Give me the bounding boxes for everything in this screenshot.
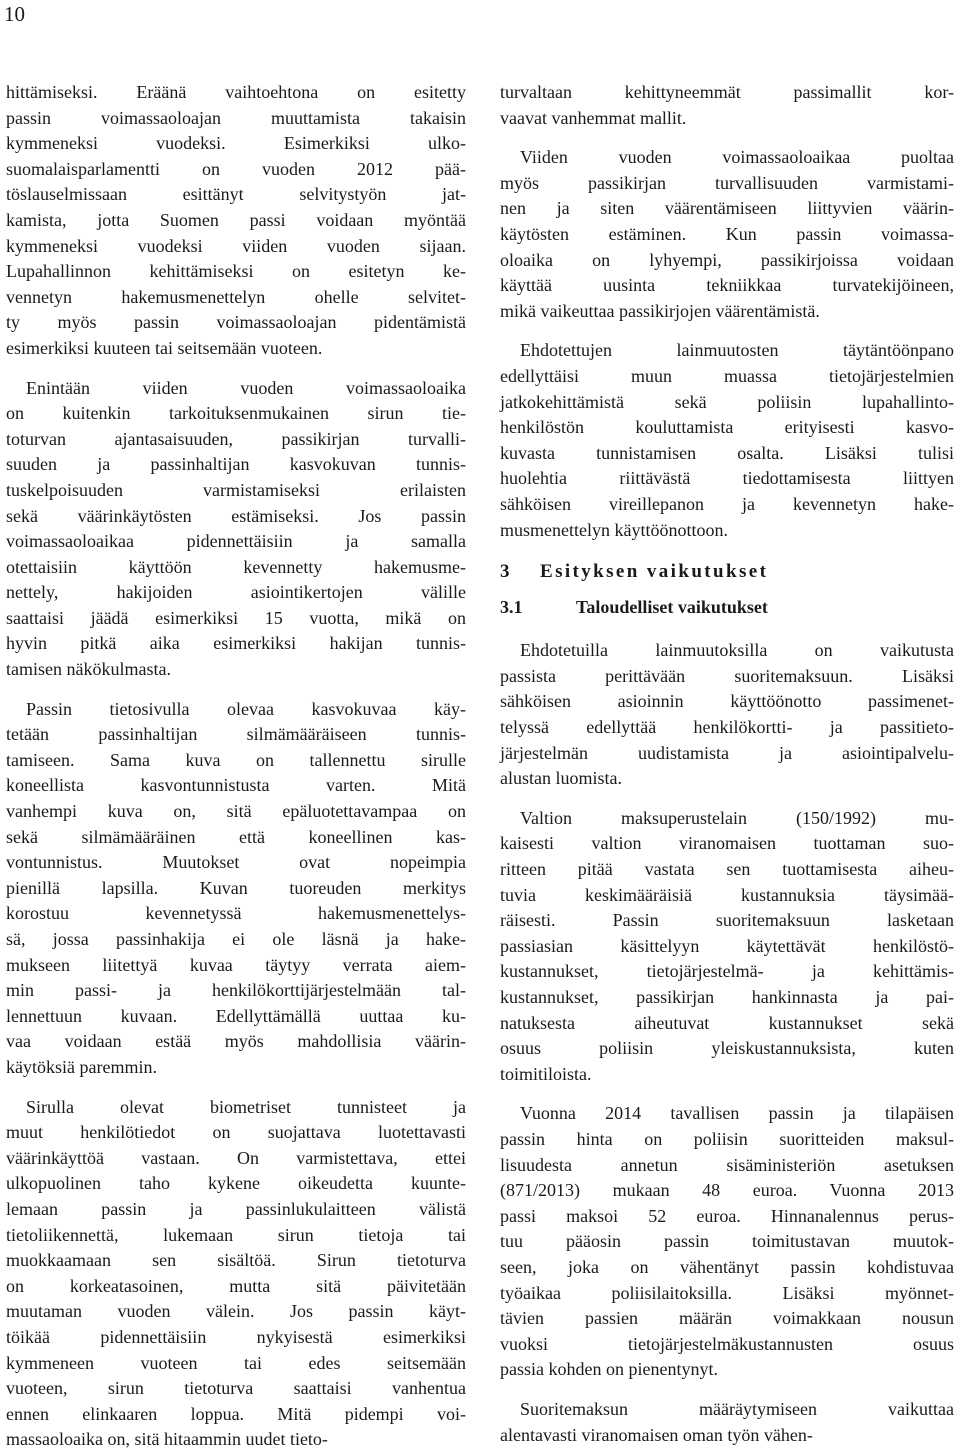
text-line: vaa voidaan estää myös mahdollisia väärin-: [6, 1031, 466, 1052]
paragraph-gap: [500, 131, 954, 145]
heading-number: 3: [500, 561, 510, 583]
paragraph-gap: [6, 1081, 466, 1095]
text-line: musmenettelyn käyttöönottoon.: [500, 519, 728, 540]
text-line: sekä silmämääräinen että koneellinen kas-: [6, 826, 466, 847]
text-line: oloaika on lyhyempi, passikirjoissa voidaan: [500, 249, 954, 270]
text-line: vontunnistus. Muutokset ovat nopeimpia: [6, 852, 466, 873]
text-line: vuoteen, sirun tietoturva saattaisi vanhentua: [6, 1378, 466, 1399]
text-line: järjestelmän uudistamista ja asiointipalvelu-: [500, 742, 954, 763]
paragraph-gap: [500, 792, 954, 806]
text-line: tamiseen. Sama kuva on tallennettu sirulle: [6, 749, 466, 770]
text-line: tietoliikennettä, lukemaan sirun tietoja tai: [6, 1224, 466, 1245]
text-line: jatkokehittämistä sekä poliisin lupahallinto-: [500, 391, 954, 412]
text-line: esimerkiksi kuuteen tai seitsemään vuoteen.: [6, 337, 323, 358]
text-line: räisesti. Passin suoritemaksuun lasketaan: [500, 910, 954, 931]
text-line: Ehdotetuilla lainmuutoksilla on vaikutusta: [520, 640, 954, 661]
text-line: natuksesta aiheutuvat kustannukset sekä: [500, 1012, 954, 1033]
text-line: Viiden vuoden voimassaoloaikaa puoltaa: [520, 147, 954, 168]
text-line: ty myös passin voimassaoloajan pidentämistä: [6, 312, 466, 333]
text-line: lisuudesta annetun sisäministeriön asetuksen: [500, 1154, 954, 1175]
text-line: suomalaisparlamentti on vuoden 2012 pää-: [6, 158, 466, 179]
text-line: Lupahallinnon kehittämiseksi on esitetyn ke-: [6, 261, 466, 282]
text-line: seen, joka on vähentänyt passin kohdistuvaa: [500, 1256, 954, 1277]
paragraph: [500, 145, 954, 324]
text-line: väärinkäyttöä vastaan. On varmistettava, ettei: [6, 1147, 466, 1168]
text-line: alustan luomista.: [500, 768, 622, 789]
text-line: mikä vaikeuttaa passikirjojen väärentämistä.: [500, 300, 820, 321]
text-line: on korkeatasoinen, mutta sitä päivitetään: [6, 1275, 466, 1296]
text-line: nettely, hakijoiden asiointikertojen välille: [6, 582, 466, 603]
text-line: (871/2013) mukaan 48 euroa. Vuonna 2013: [500, 1180, 954, 1201]
paragraph-gap: [500, 324, 954, 338]
text-line: kymmeneen vuoteen tai edes seitsemään: [6, 1352, 466, 1373]
text-line: ennen elinkaaren loppua. Mitä pidempi voi-: [6, 1403, 466, 1424]
paragraph: [500, 638, 954, 792]
text-line: Ehdotettujen lainmuutosten täytäntöönpano: [520, 340, 954, 361]
paragraph: [500, 1101, 954, 1383]
paragraph: [6, 80, 466, 362]
paragraph: [6, 697, 466, 1081]
text-line: lemaan passin ja passinlukulaitteen välistä: [6, 1198, 466, 1219]
text-line: passin voimassaoloajan muuttamista takaisin: [6, 107, 466, 128]
text-line: saattaisi jäädä esimerkiksi 15 vuotta, mikä on: [6, 607, 466, 628]
text-line: passi maksoi 52 euroa. Hinnanalennus perus-: [500, 1205, 954, 1226]
heading-title: Taloudelliset vaikutukset: [576, 596, 768, 617]
text-line: sekä väärinkäytösten estämiseksi. Jos passin: [6, 505, 466, 526]
text-line: min passi- ja henkilökorttijärjestelmään tal-: [6, 980, 466, 1001]
page-number: 10: [4, 2, 25, 26]
text-line: tuu pääosin passin toimitustavan muutok-: [500, 1231, 954, 1252]
paragraph-gap: [6, 683, 466, 697]
text-line: edellyttäisi muun muassa tietojärjestelmien: [500, 365, 954, 386]
text-line: ritteen pitää vastata sen tuottamisesta aiheu-: [500, 859, 954, 880]
text-line: passia kohden on pienentynyt.: [500, 1359, 718, 1380]
text-line: voimassaoloaikaa pidennettäisiin ja samalla: [6, 531, 466, 552]
text-line: työaikaa poliisilaitoksilla. Lisäksi myönnet-: [500, 1282, 954, 1303]
text-line: pienillä lapsilla. Kuvan tuoreuden merkitys: [6, 877, 466, 898]
paragraph: [500, 1397, 954, 1448]
text-line: töikää pidennettäisiin nykyisestä esimerkiksi: [6, 1326, 466, 1347]
text-line: passiasian käsittelyyn käytettävät henkilöstö-: [500, 935, 954, 956]
text-line: kustannukset, passikirjan hankinnasta ja pai-: [500, 987, 954, 1007]
text-line: mukseen liitettyä kuvaa täytyy verrata aiem-: [6, 954, 466, 975]
text-line: vennetyn hakemusmenettelyn ohelle selvitet-: [6, 286, 466, 307]
text-line: otettaisiin käyttöön kevennetty hakemusme-: [6, 556, 466, 577]
text-line: tuskelpoisuuden varmistamiseksi erilaisten: [6, 479, 466, 500]
text-line: toimitiloista.: [500, 1063, 592, 1084]
text-line: toturvan ajantasaisuuden, passikirjan turvalli-: [6, 428, 466, 449]
paragraph-gap: [500, 1087, 954, 1101]
section-heading: [500, 559, 954, 585]
text-line: osuus poliisin yleiskustannuksista, kuten: [500, 1038, 954, 1059]
subsection-heading: [500, 595, 954, 621]
paragraph: [6, 376, 466, 683]
text-line: muokkaamaan sen sisältöä. Sirun tietoturva: [6, 1250, 466, 1271]
text-line: kaisesti valtion viranomaisen tuottaman suo-: [500, 833, 954, 854]
text-line: käyttää uusinta tekniikkaa turvatekijöineen,: [500, 275, 954, 296]
text-line: muut henkilötiedot on suojattava luotettavasti: [6, 1122, 466, 1143]
text-line: kymmeneksi vuodeksi. Esimerkiksi ulko-: [6, 133, 466, 154]
heading-title: Esityksen vaikutukset: [540, 561, 769, 583]
text-line: myös passikirjan turvallisuuden varmistami-: [500, 172, 954, 193]
text-line: töslauselmissaan esittänyt selvitystyön jat-: [6, 184, 466, 205]
text-line: passista perittävään suoritemaksuun. Lisäksi: [500, 665, 954, 686]
text-line: sähköisen vireillepanon ja kevennetyn hake-: [500, 493, 954, 514]
text-line: korostuu kevennetyssä hakemusmenettelys-: [6, 903, 466, 924]
text-line: nen ja siten väärentämiseen liittyvien väärin-: [500, 198, 954, 219]
text-line: alentavasti viranomaisen oman työn vähen-: [500, 1424, 813, 1445]
text-line: lennettuun kuvaan. Edellyttämällä uuttaa ku-: [6, 1005, 466, 1026]
text-line: kuvasta tunnistamisen osalta. Lisäksi tulisi: [500, 442, 954, 463]
text-line: ulkopuolinen taho kykene oikeudetta kuunte-: [6, 1173, 466, 1194]
right-text-column: [500, 80, 954, 1448]
text-line: turvaltaan kehittyneemmät passimallit kor-: [500, 82, 954, 102]
text-line: Sirulla olevat biometriset tunnisteet ja: [26, 1096, 466, 1117]
text-line: vuoksi tietojärjestelmäkustannusten osuus: [500, 1333, 954, 1354]
text-line: Passin tietosivulla olevaa kasvokuvaa käy-: [26, 698, 466, 719]
text-line: telyssä edellyttää henkilökortti- ja passitieto-: [500, 717, 954, 738]
paragraph-gap: [500, 1383, 954, 1397]
text-line: passin hinta on poliisin suoritteiden maksul-: [500, 1128, 954, 1149]
text-line: sähköisen asioinnin käyttöönotto passimenet-: [500, 691, 954, 712]
text-line: sä, jossa passinhakija ei ole läsnä ja hake-: [6, 929, 466, 949]
text-line: vaavat vanhemmat mallit.: [500, 107, 687, 128]
text-line: kamista, jotta Suomen passi voidaan myöntää: [6, 209, 466, 230]
text-line: tuvia keskimääräisiä kustannuksia täysimää-: [500, 884, 954, 905]
text-line: on kuitenkin tarkoituksenmukainen sirun tie-: [6, 403, 466, 424]
left-text-column: [6, 80, 466, 1453]
text-line: kustannukset, tietojärjestelmä- ja kehittämis-: [500, 961, 954, 982]
text-line: hittämiseksi. Eräänä vaihtoehtona on esitetty: [6, 82, 466, 102]
paragraph-gap: [6, 362, 466, 376]
text-line: tävien passien määrän voimakkaan nousun: [500, 1308, 954, 1329]
text-line: huolehtia riittävästä tiedottamisesta liittyen: [500, 468, 954, 489]
text-line: Enintään viiden vuoden voimassaoloaika: [26, 377, 466, 398]
text-line: kymmeneksi vuodeksi viiden vuoden sijaan.: [6, 235, 466, 256]
paragraph: [500, 806, 954, 1088]
text-line: Suoritemaksun määräytymiseen vaikuttaa: [520, 1398, 954, 1419]
paragraph: [500, 338, 954, 543]
text-line: henkilöstön kouluttamista erityisesti kasvo-: [500, 417, 954, 438]
paragraph: [6, 1095, 466, 1453]
text-line: hyvin pitkä aika esimerkiksi hakijan tunnis-: [6, 633, 466, 654]
text-line: tamisen näkökulmasta.: [6, 659, 171, 680]
text-line: muutaman vuoden välein. Jos passin käyt-: [6, 1301, 466, 1322]
text-line: koneellista kasvontunnistusta varten. Mitä: [6, 775, 466, 796]
text-line: käytöksiä paremmin.: [6, 1056, 157, 1077]
text-line: tetään passinhaltijan silmämääräiseen tunnis-: [6, 724, 466, 745]
heading-number: 3.1: [500, 596, 523, 617]
text-line: Vuonna 2014 tavallisen passin ja tilapäisen: [520, 1103, 954, 1124]
text-line: vanhempi kuva on, sitä epäluotettavampaa on: [6, 801, 466, 822]
text-line: Valtion maksuperustelain (150/1992) mu-: [520, 807, 954, 828]
paragraph: [500, 80, 954, 131]
text-line: käytösten estäminen. Kun passin voimassa-: [500, 223, 954, 244]
text-line: massaoloaika on, sitä hitaammin uudet tieto-: [6, 1429, 328, 1450]
text-line: suuden ja passinhaltijan kasvokuvan tunnis-: [6, 454, 466, 475]
